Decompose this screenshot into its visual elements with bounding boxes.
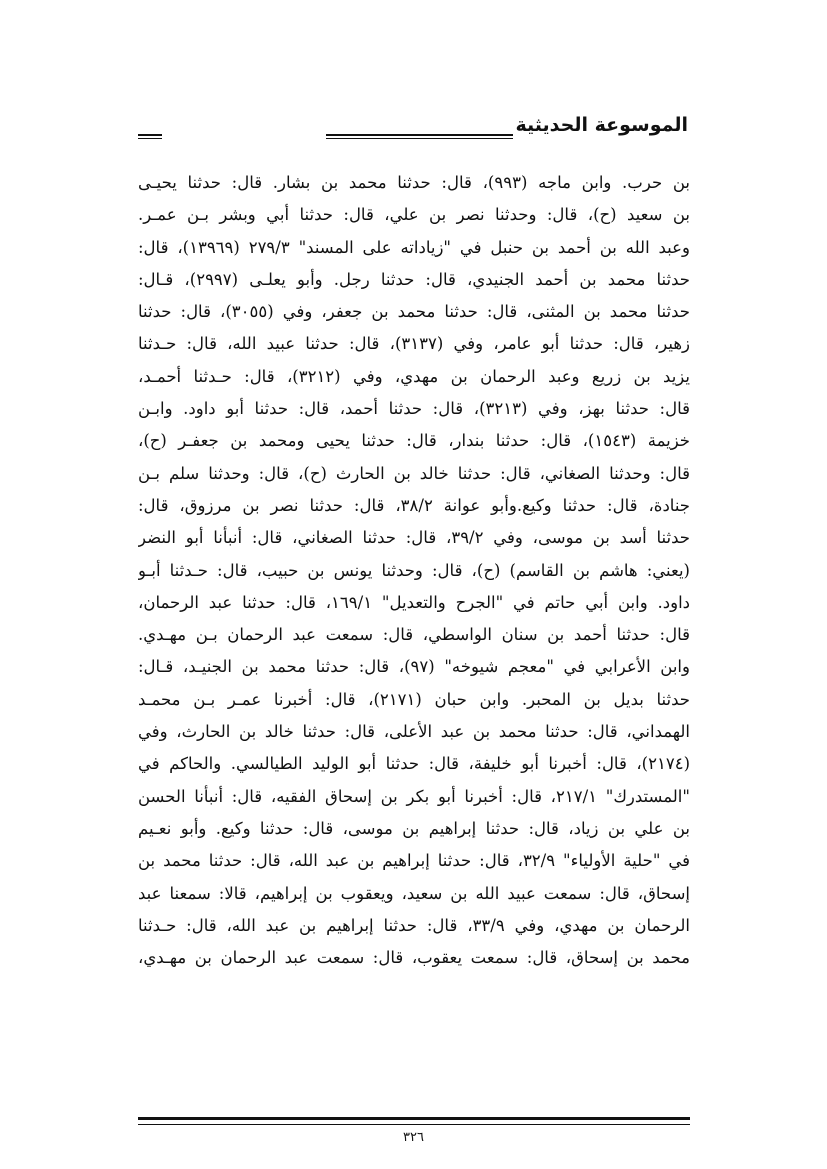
header-rule-short bbox=[138, 134, 162, 139]
body-text bbox=[138, 167, 690, 974]
body-line: حدثنا محمد بن المثنى، قال: حدثنا محمد بن جعفر، وفي (٣٠٥٥)، قال: حدثنا bbox=[138, 302, 690, 322]
body-line: وابن الأعرابي في "معجم شيوخه" (٩٧)، قال: حدثنا محمد بن الجنيـد، قـال: bbox=[138, 657, 690, 677]
footer-rule-thick bbox=[138, 1117, 690, 1120]
body-line: يزيد بن زريع وعبد الرحمان بن مهدي، وفي (٣٢١٢)، قال: حـدثنا أحمـد، bbox=[138, 366, 690, 386]
body-line: إسحاق، قال: سمعت عبيد الله بن سعيد، ويعقوب بن إبراهيم، قالا: سمعنا عبد bbox=[138, 883, 690, 903]
page-number: ٣٢٦ bbox=[403, 1130, 424, 1145]
body-line: بن علي بن زياد، قال: حدثنا إبراهيم بن موسى، قال: حدثنا وكيع. وأبو نعـيم bbox=[138, 818, 690, 838]
body-line: داود. وابن أبي حاتم في "الجرح والتعديل" ١٦٩/١، قال: حدثنا عبد الرحمان، bbox=[138, 592, 690, 612]
body-line: حدثنا محمد بن أحمد الجنيدي، قال: حدثنا رجل. وأبو يعلـى (٢٩٩٧)، قـال: bbox=[138, 269, 690, 289]
body-line: زهير، قال: حدثنا أبو عامر، وفي (٣١٣٧)، قال: حدثنا عبيد الله، قال: حـدثنا bbox=[138, 334, 690, 354]
body-line: الهمداني، قال: حدثنا محمد بن عبد الأعلى، قال: حدثنا خالد بن الحارث، وفي bbox=[138, 722, 690, 742]
body-line: بن سعيد (ح)، قال: وحدثنا نصر بن علي، قال: حدثنا أبي وبشر بـن عمـر. bbox=[138, 205, 690, 225]
footer-rule-thin bbox=[138, 1124, 690, 1125]
body-line: حدثنا بديل بن المحبر. وابن حبان (٢١٧١)، قال: أخبرنا عمـر بـن محمـد bbox=[138, 689, 690, 709]
body-line: في "حلية الأولياء" ٣٢/٩، قال: حدثنا إبراهيم بن عبد الله، قال: حدثنا محمد بن bbox=[138, 851, 690, 871]
body-line: قال: وحدثنا الصغاني، قال: حدثنا خالد بن الحارث (ح)، قال: وحدثنا سلم بـن bbox=[138, 463, 690, 483]
body-line: "المستدرك" ٢١٧/١، قال: أخبرنا أبو بكر بن إسحاق الفقيه، قال: أنبأنا الحسن bbox=[138, 786, 690, 806]
header-rule-long bbox=[326, 134, 513, 139]
body-line: خزيمة (١٥٤٣)، قال: حدثنا بندار، قال: حدثنا يحيى ومحمد بن جعفـر (ح)، bbox=[138, 431, 690, 451]
page-header bbox=[138, 110, 688, 144]
body-line: قال: حدثنا أحمد بن سنان الواسطي، قال: سمعت عبد الرحمان بـن مهـدي. bbox=[138, 625, 690, 645]
body-line: حدثنا أسد بن موسى، وفي ٣٩/٢، قال: حدثنا الصغاني، قال: أنبأنا أبو النضر bbox=[138, 528, 690, 548]
header-title: الموسوعة الحديثية bbox=[515, 114, 688, 136]
body-line: (يعني: هاشم بن القاسم) (ح)، قال: وحدثنا يونس بن حبيب، قال: حـدثنا أبـو bbox=[138, 560, 690, 580]
body-line: بن حرب. وابن ماجه (٩٩٣)، قال: حدثنا محمد بن بشار. قال: حدثنا يحيـى bbox=[138, 173, 690, 192]
body-line: (٢١٧٤)، قال: أخبرنا أبو خليفة، قال: حدثنا أبو الوليد الطيالسي. والحاكم في bbox=[138, 754, 690, 774]
body-line: الرحمان بن مهدي، وفي ٣٣/٩، قال: حدثنا إبراهيم بن عبد الله، قال: حـدثنا bbox=[138, 915, 690, 935]
body-line: محمد بن إسحاق، قال: سمعت يعقوب، قال: سمعت عبد الرحمان بن مهـدي، bbox=[138, 948, 690, 968]
body-line: وعبد الله بن أحمد بن حنبل في "زياداته على المسند" ٢٧٩/٣ (١٣٩٦٩)، قال: bbox=[138, 237, 690, 257]
body-line: جنادة، قال: حدثنا وكيع.وأبو عوانة ٣٨/٢، قال: حدثنا نصر بن مرزوق، قال: bbox=[138, 495, 690, 515]
body-line: قال: حدثنا بهز، وفي (٣٢١٣)، قال: حدثنا أحمد، قال: حدثنا أبو داود. وابـن bbox=[138, 399, 690, 419]
